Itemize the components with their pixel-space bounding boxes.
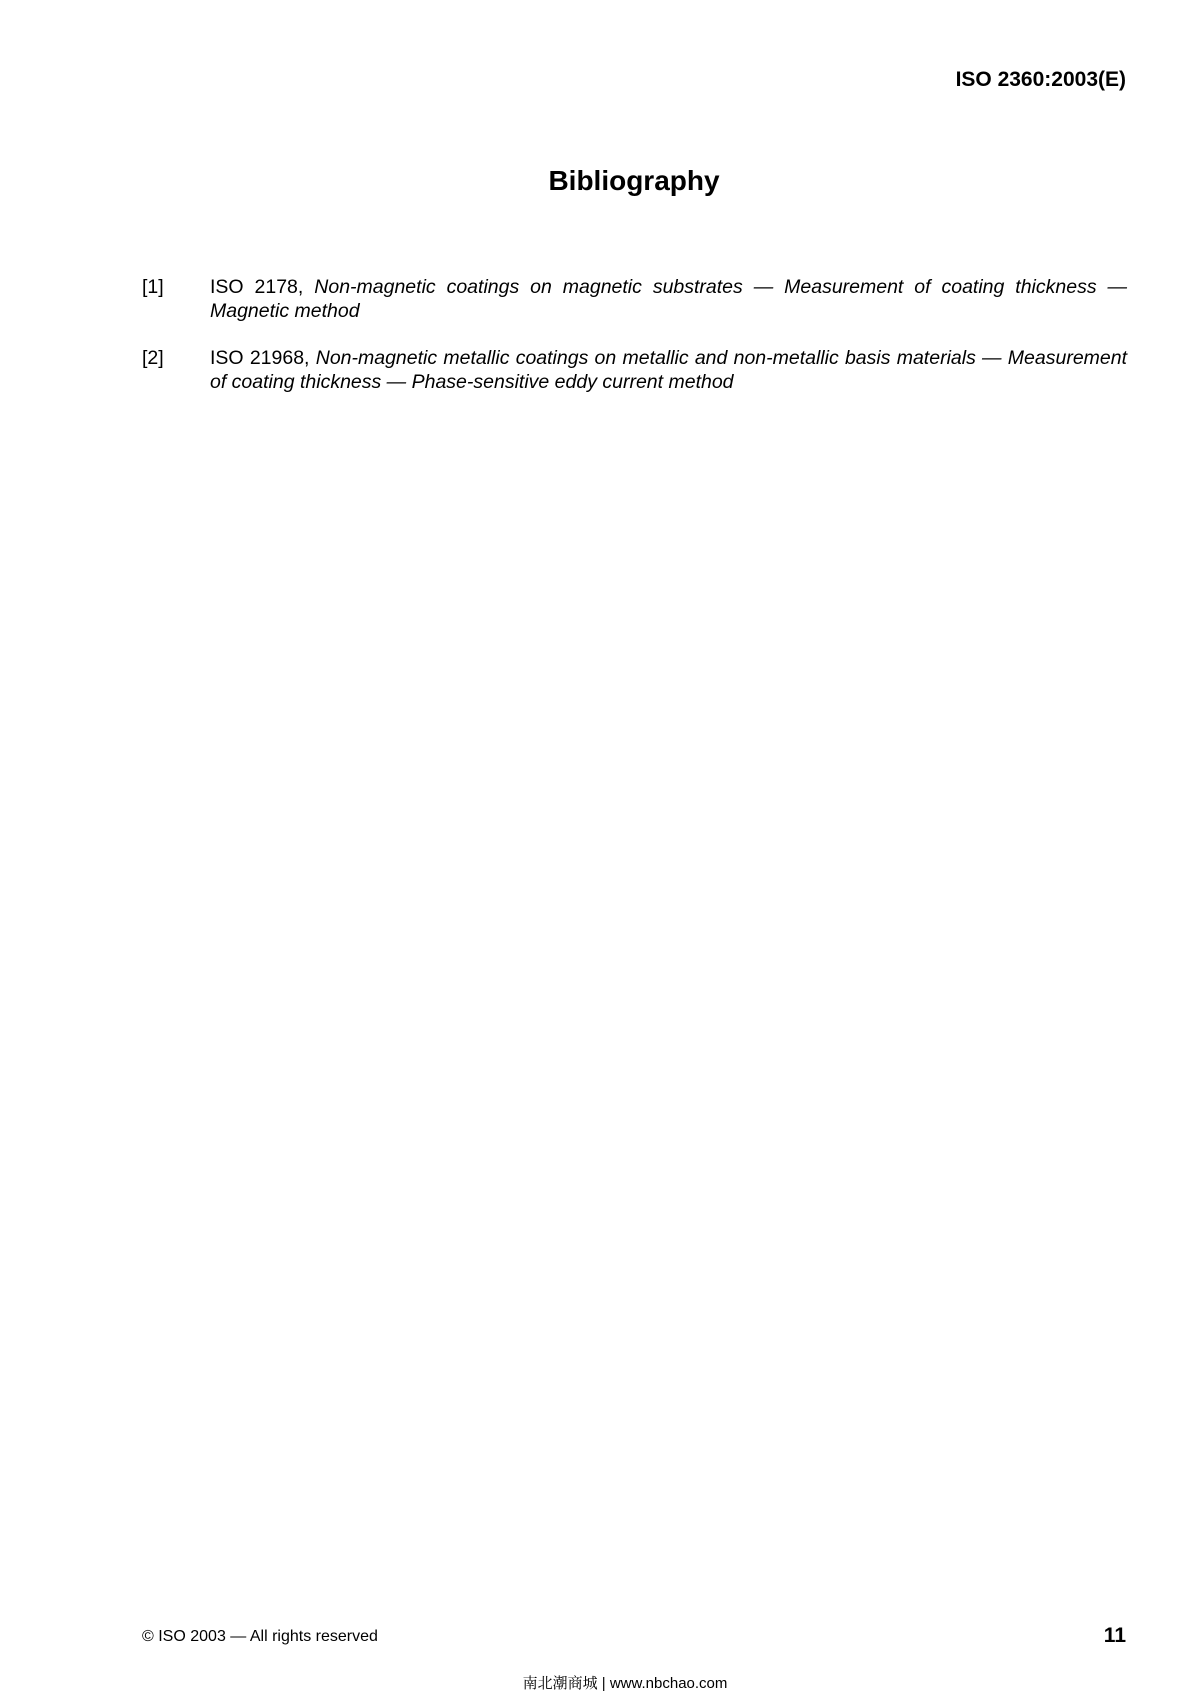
page-number: 11 bbox=[1103, 1624, 1126, 1647]
reference-title: Non-magnetic coatings on magnetic substrates — Measurement of coating thickness — Magnetic method bbox=[210, 276, 1127, 322]
copyright-notice: © ISO 2003 — All rights reserved bbox=[142, 1628, 378, 1645]
page-title: Bibliography bbox=[548, 165, 720, 196]
bibliography-entry bbox=[142, 347, 1127, 394]
bibliography-entry bbox=[142, 276, 1127, 323]
reference-code: ISO 2178, bbox=[210, 276, 304, 298]
reference-text bbox=[210, 347, 1127, 394]
standard-id-header: ISO 2360:2003(E) bbox=[955, 68, 1126, 91]
reference-title: Non-magnetic metallic coatings on metallic and non-metallic basis materials — Measurement of coating thickness — Phase-sensitive eddy current method bbox=[210, 347, 1128, 393]
reference-number: [2] bbox=[142, 347, 164, 369]
watermark: 南北潮商城 | www.nbchao.com bbox=[522, 1675, 728, 1692]
reference-text bbox=[210, 276, 1127, 323]
bibliography-list bbox=[142, 276, 1127, 418]
reference-number: [1] bbox=[142, 276, 164, 298]
reference-code: ISO 21968, bbox=[210, 347, 310, 369]
